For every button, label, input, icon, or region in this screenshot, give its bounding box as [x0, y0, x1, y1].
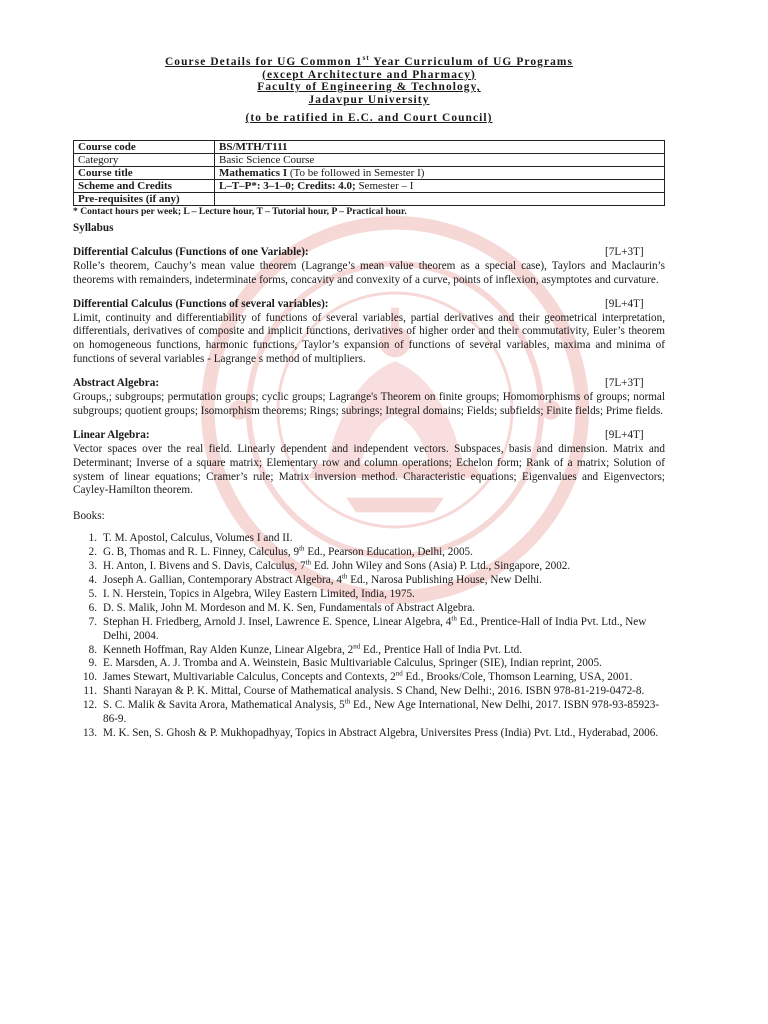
book-citation-text: E. Marsden, A. J. Tromba and A. Weinstein, Basic Multivariable Calculus, Springer (SIE), Indian reprint, 2005.	[103, 657, 602, 670]
book-citation-text: James Stewart, Multivariable Calculus, Concepts and Contexts, 2	[103, 671, 396, 684]
book-citation-rest: Ed., Prentice Hall of India Pvt. Ltd.	[360, 643, 523, 656]
course-title-bold: Mathematics I	[219, 166, 288, 179]
book-citation	[103, 613, 665, 644]
list-item	[73, 685, 665, 699]
book-citation-text: Kenneth Hoffman, Ray Alden Kunze, Linear Algebra, 2	[103, 643, 354, 656]
prerequisites-label: Pre-requisites (if any)	[74, 192, 215, 205]
prerequisites-value	[215, 192, 665, 205]
header-line-2: (except Architecture and Pharmacy)	[262, 68, 476, 81]
document-header	[73, 56, 665, 125]
category-value: Basic Science Course	[215, 153, 665, 166]
scheme-value	[215, 179, 665, 192]
section-hours: [7L+3T]	[605, 245, 644, 258]
book-number: 8.	[88, 643, 97, 656]
syllabus-section	[73, 377, 665, 419]
book-citation	[103, 657, 665, 671]
course-title-rest: (To be followed in Semester I)	[287, 166, 425, 179]
book-citation	[103, 588, 665, 602]
book-citation-text: S. C. Malik & Savita Arora, Mathematical Analysis, 5	[103, 699, 345, 712]
scheme-label: Scheme and Credits	[74, 179, 215, 192]
book-number: 9.	[88, 657, 97, 670]
book-edition-sup: nd	[395, 669, 403, 678]
list-item	[73, 546, 665, 560]
book-citation	[103, 699, 665, 727]
book-citation-text: M. K. Sen, S. Ghosh & P. Mukhopadhyay, Topics in Abstract Algebra, Universites Press (India) Pvt. Ltd., Hyderabad, 2006.	[103, 726, 659, 739]
section-body: Limit, continuity and differentiability of functions of several variables, partial derivatives and their geometrical interpretation, differentials, derivatives of composite and implicit functions, derivatives of higher order and their commutativity, Euler’s theorem on homogeneous functions, harmonic functions, Taylor’s expansion of functions of several variables, maxima and minima of functions of several variables - Lagrange s method of multipliers.	[73, 311, 665, 366]
syllabus-heading: Syllabus	[73, 221, 114, 234]
section-hours: [7L+3T]	[605, 377, 644, 390]
table-row	[74, 140, 665, 153]
book-number: 5.	[88, 587, 97, 600]
book-citation	[103, 560, 665, 574]
contact-hours-note: * Contact hours per week; L – Lecture hour, T – Tutorial hour, P – Practical hour.	[73, 205, 407, 217]
book-citation-text: Joseph A. Gallian, Contemporary Abstract Algebra, 4	[103, 574, 342, 586]
table-row	[74, 192, 665, 205]
section-title: Abstract Algebra:	[73, 377, 160, 390]
header-ratification-note: (to be ratified in E.C. and Court Council)	[245, 112, 493, 125]
course-code-value: BS/MTH/T111	[215, 140, 665, 153]
book-citation-rest: Ed., Pearson Education, Delhi, 2005.	[304, 546, 473, 559]
book-citation-text: H. Anton, I. Bivens and S. Davis, Calculus, 7	[103, 560, 306, 573]
book-number: 2.	[88, 546, 97, 559]
book-citation	[103, 574, 665, 588]
books-list	[73, 532, 665, 741]
book-edition-sup: th	[341, 572, 348, 581]
syllabus-section	[73, 298, 665, 368]
section-body: Vector spaces over the real field. Linearly dependent and independent vectors. Subspaces, basis and dimension. Matrix and Determinant; Inverse of a square matrix; Elementary row and column operations; Echelon form; Rank of a matrix; Solution of system of linear equations; Cramer’s rule; Matrix inversion method. Characteristic equations; Eigenvalues and Eigenvectors; Cayley-Hamilton theorem.	[73, 442, 665, 497]
list-item	[73, 560, 665, 574]
syllabus-section	[73, 429, 665, 499]
section-body: Groups,; subgroups; permutation groups; cyclic groups; Lagrange's Theorem on finite groups; Homomorphisms of groups; normal subgroups; quotient groups; Isomorphism theorems; Rings; subrings; Integral domains; Fields; subfields; Finite fields; Prime fields.	[73, 391, 665, 417]
book-citation-text: Shanti Narayan & P. K. Mittal, Course of Mathematical analysis. S Chand, New Delhi:, 2016. ISBN 978-81-219-0472-8.	[103, 685, 645, 698]
section-header	[73, 377, 665, 391]
section-hours: [9L+4T]	[605, 428, 644, 441]
book-edition-sup: nd	[353, 641, 361, 650]
book-citation-text: Stephan H. Friedberg, Arnold J. Insel, Lawrence E. Spence, Linear Algebra, 4	[103, 615, 452, 628]
book-edition-sup: th	[344, 697, 351, 706]
list-item	[73, 588, 665, 602]
section-header	[73, 246, 665, 260]
book-citation-rest: Ed., Narosa Publishing House, New Delhi.	[347, 574, 542, 586]
books-heading: Books:	[73, 510, 105, 523]
course-title-label: Course title	[74, 166, 215, 179]
book-edition-sup: th	[305, 558, 312, 567]
book-citation-rest: Ed. John Wiley and Sons (Asia) P. Ltd., Singapore, 2002.	[311, 560, 571, 573]
list-item	[73, 641, 665, 658]
book-number: 7.	[88, 615, 97, 628]
section-header	[73, 429, 665, 443]
course-details-table	[73, 140, 665, 206]
list-item	[73, 727, 665, 741]
section-title: Linear Algebra:	[73, 428, 150, 441]
book-citation-rest: Ed., Prentice-Hall of India Pvt. Ltd., New Delhi, 2004.	[103, 615, 647, 642]
book-number: 11.	[83, 685, 97, 698]
syllabus-section	[73, 246, 665, 288]
book-citation	[103, 727, 665, 741]
book-citation	[103, 546, 665, 560]
section-title: Differential Calculus (Functions of several variables):	[73, 297, 329, 310]
table-row	[74, 179, 665, 192]
section-title: Differential Calculus (Functions of one Variable):	[73, 245, 309, 258]
table-row	[74, 166, 665, 179]
book-citation	[103, 671, 665, 685]
category-label: Category	[74, 153, 215, 166]
scheme-bold: L–T–P*: 3–1–0; Credits: 4.0;	[219, 179, 356, 192]
book-number: 4.	[88, 574, 97, 586]
header-line-3: Faculty of Engineering & Technology,	[257, 81, 481, 94]
course-document	[73, 56, 665, 741]
section-body: Rolle’s theorem, Cauchy’s mean value theorem (Lagrange’s mean value theorem as a special case), Taylors and Maclaurin’s theorems with remainders, indeterminate forms, concavity and convexity of a curve, points of inflexion, asymptotes and curvature.	[73, 259, 665, 286]
course-title-value	[215, 166, 665, 179]
book-citation-rest: Ed., Brooks/Cole, Thomson Learning, USA, 2001.	[402, 671, 633, 684]
book-number: 6.	[88, 601, 97, 614]
book-citation	[103, 602, 665, 616]
book-number: 1.	[88, 532, 97, 545]
list-item	[73, 699, 665, 727]
book-edition-sup: th	[299, 544, 305, 553]
book-number: 3.	[88, 560, 97, 573]
header-line-1-sup: st	[362, 54, 370, 63]
list-item	[73, 574, 665, 588]
book-citation-text: D. S. Malik, John M. Mordeson and M. K. Sen, Fundamentals of Abstract Algebra.	[103, 601, 475, 614]
book-citation-rest: Ed., New Age International, New Delhi, 2017. ISBN 978-93-85923-86-9.	[103, 699, 660, 726]
scheme-rest: Semester – I	[355, 179, 414, 192]
book-citation-text: T. M. Apostol, Calculus, Volumes I and II.	[103, 532, 293, 545]
list-item	[73, 602, 665, 616]
book-citation	[103, 685, 665, 699]
list-item	[73, 613, 665, 644]
header-line-1-rest: Year Curriculum of UG Programs	[369, 56, 574, 68]
book-number: 12.	[83, 699, 97, 712]
course-code-label: Course code	[74, 140, 215, 153]
book-edition-sup: th	[451, 613, 457, 622]
header-line-4: Jadavpur University	[308, 93, 430, 106]
book-number: 10.	[83, 671, 97, 684]
syllabus-sections	[73, 246, 665, 499]
book-citation	[103, 641, 665, 658]
section-header	[73, 298, 665, 312]
header-line-1: Course Details for UG Common 1	[164, 56, 363, 68]
book-citation-text: I. N. Herstein, Topics in Algebra, Wiley Eastern Limited, India, 1975.	[103, 587, 415, 600]
book-citation-text: G. B, Thomas and R. L. Finney, Calculus, 9	[103, 546, 300, 559]
table-row	[74, 153, 665, 166]
list-item	[73, 671, 665, 685]
list-item	[73, 657, 665, 671]
book-number: 13.	[83, 726, 97, 739]
list-item	[73, 532, 665, 546]
section-hours: [9L+4T]	[605, 297, 644, 310]
book-citation	[103, 532, 665, 546]
